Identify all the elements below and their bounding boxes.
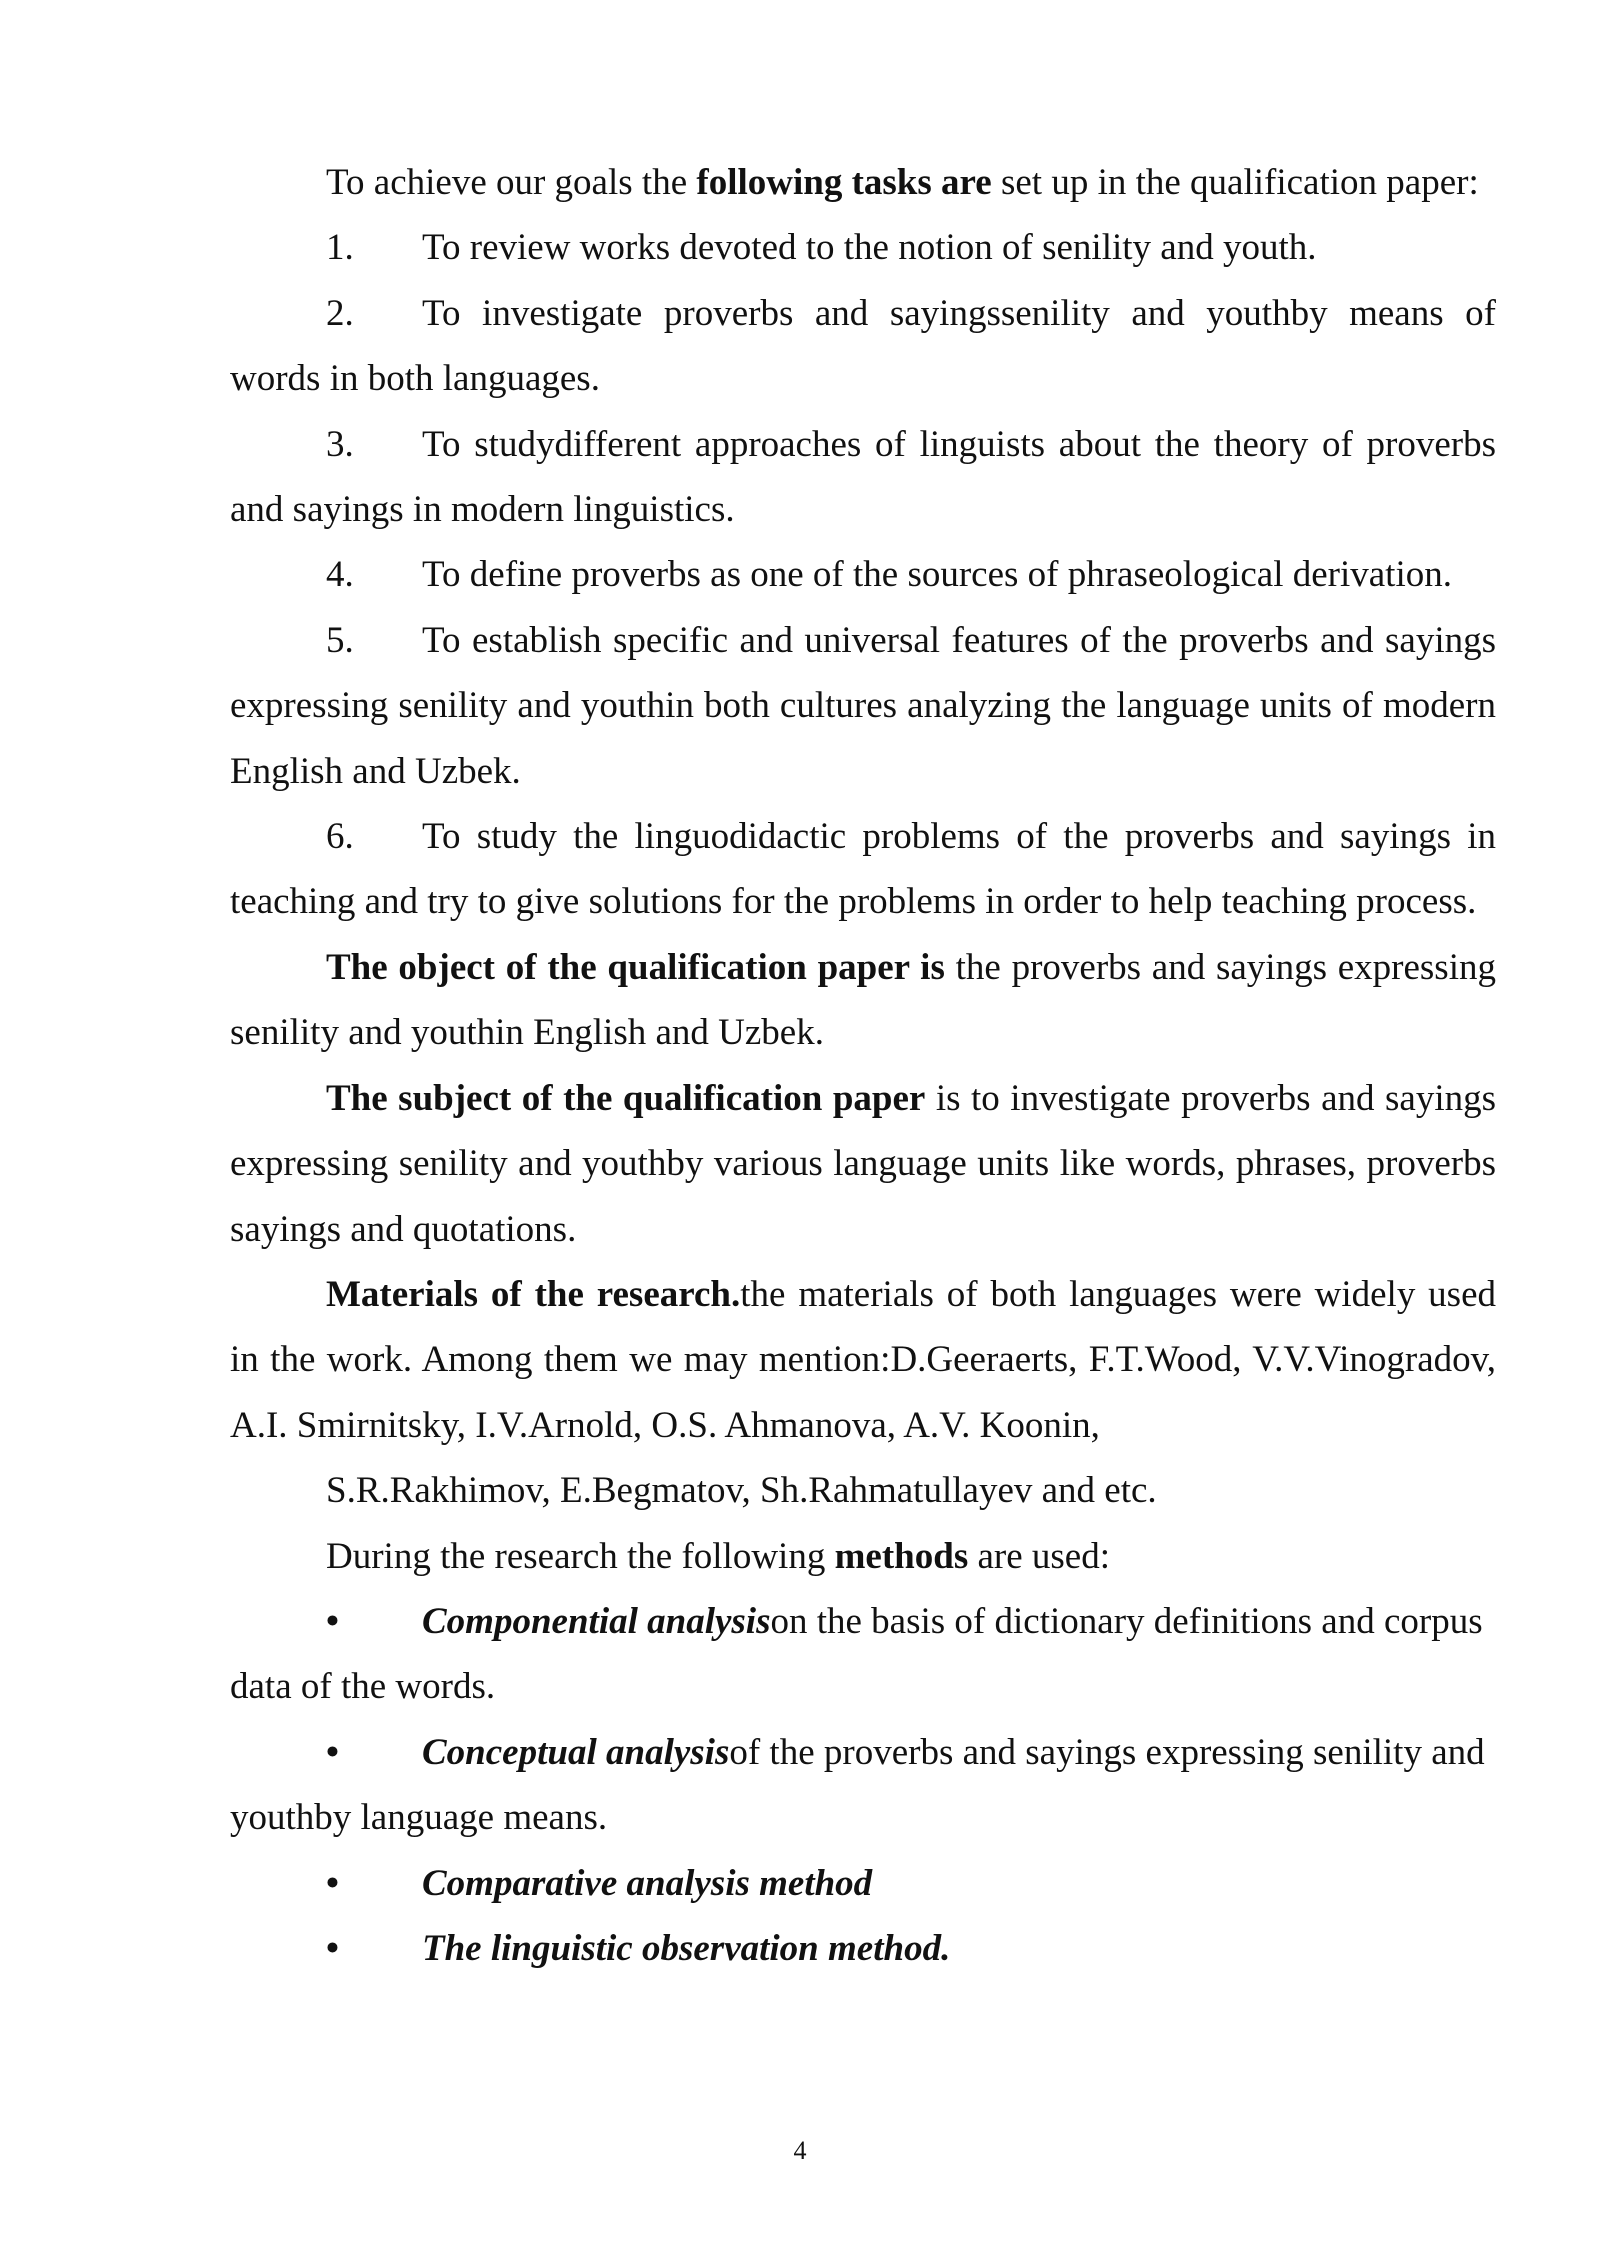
bullet-icon: • (326, 1600, 339, 1642)
task-item-1 (230, 215, 1496, 280)
bullet-icon: • (326, 1927, 339, 1969)
task-text: To establish specific and universal features of the proverbs and sayings expressing senility and youthin both cultures analyzing the language units of modern English and Uzbek. (230, 619, 1496, 792)
subject-text: is to investigate proverbs and sayings expressing senility and youthby various language units like words, phrases, proverbs sayings and quotations. (230, 1077, 1497, 1250)
task-number: 5. (326, 619, 354, 661)
method-term: Conceptual analysis (422, 1731, 730, 1773)
intro-text-before: To achieve our goals the (326, 162, 697, 203)
task-number: 4. (326, 554, 354, 596)
task-item-2 (230, 281, 1496, 412)
methods-intro-before: During the research the following (326, 1535, 835, 1577)
method-term: Comparative analysis method (422, 1862, 873, 1904)
method-item-conceptual (230, 1720, 1496, 1851)
method-text: of the proverbs and sayings expressing senility and youthby language means. (230, 1731, 1485, 1839)
materials-paragraph (230, 1262, 1496, 1458)
methods-bold-word: methods (834, 1535, 969, 1577)
task-item-6 (230, 804, 1496, 935)
task-text: To define proverbs as one of the sources of phraseological derivation. (422, 554, 1452, 596)
object-paragraph (230, 935, 1496, 1066)
task-number: 2. (326, 292, 354, 334)
task-text: To investigate proverbs and sayingssenility and youthby means of words in both languages. (230, 292, 1496, 400)
task-number: 3. (326, 423, 354, 465)
methods-intro (230, 1524, 1496, 1589)
subject-paragraph (230, 1066, 1496, 1262)
bullet-icon: • (326, 1731, 339, 1773)
intro-bold-phrase: following tasks are (696, 162, 992, 203)
task-text: To studydifferent approaches of linguists about the theory of proverbs and sayings in modern linguistics. (230, 423, 1496, 531)
task-number: 1. (326, 227, 354, 269)
task-text: To review works devoted to the notion of senility and youth. (422, 227, 1317, 269)
task-item-3 (230, 412, 1496, 543)
task-item-4 (230, 542, 1496, 607)
task-text: To study the linguodidactic problems of the proverbs and sayings in teaching and try to give solutions for the problems in order to help teaching process. (230, 816, 1496, 923)
intro-text-after: set up in the qualification paper: (991, 162, 1479, 203)
subject-heading: The subject of the qualification paper (326, 1077, 926, 1119)
object-heading: The object of the qualification paper is (326, 946, 945, 988)
materials-continuation: S.R.Rakhimov, E.Begmatov, Sh.Rahmatullayev and etc. (326, 1470, 1157, 1512)
method-term: Componential analysis (422, 1600, 771, 1642)
document-page (230, 150, 1496, 1981)
method-item-observation (230, 1916, 1496, 1981)
method-term: The linguistic observation method. (422, 1927, 951, 1969)
task-item-5 (230, 608, 1496, 804)
task-number: 6. (326, 816, 354, 858)
method-text: on the basis of dictionary definitions and corpus data of the words. (230, 1600, 1483, 1708)
materials-heading: Materials of the research. (326, 1273, 741, 1315)
methods-intro-after: are used: (968, 1535, 1110, 1577)
bullet-icon: • (326, 1862, 339, 1904)
method-item-comparative (230, 1851, 1496, 1916)
page-number: 4 (793, 2136, 807, 2165)
materials-text: the materials of both languages were widely used in the work. Among them we may mention:D.Geeraerts, F.T.Wood, V.V.Vinogradov, A.I. Smirnitsky, I.V.Arnold, O.S. Ahmanova, A.V. Koonin, (230, 1273, 1497, 1446)
method-item-componential (230, 1589, 1496, 1720)
object-text: the proverbs and sayings expressing senility and youthin English and Uzbek. (230, 946, 1496, 1054)
tasks-intro-paragraph (230, 150, 1496, 215)
